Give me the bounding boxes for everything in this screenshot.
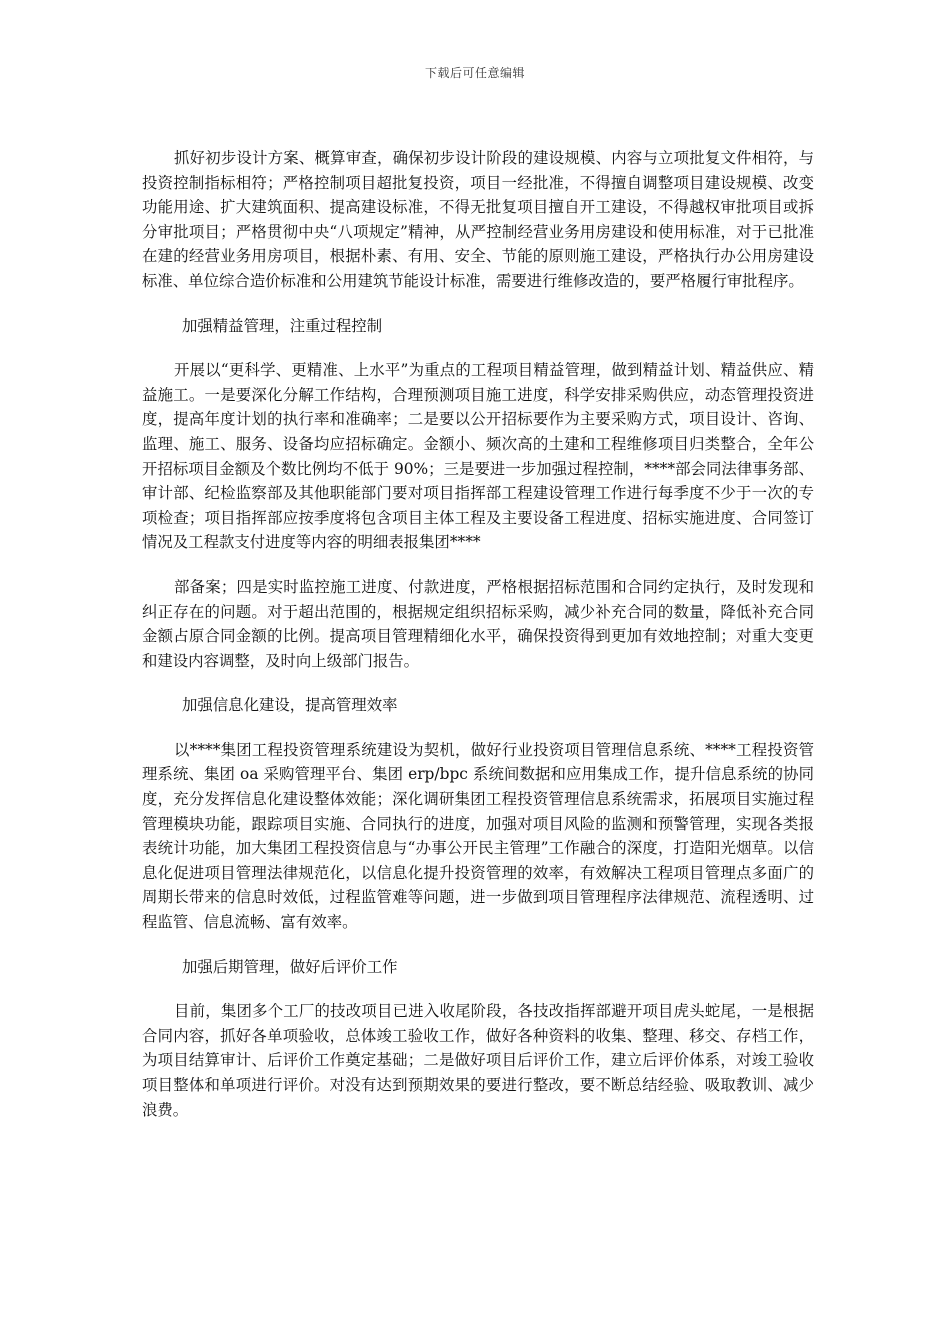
paragraph-informatization: 以****集团工程投资管理系统建设为契机，做好行业投资项目管理信息系统、****工程投资管理系统、集团 oa 采购管理平台、集团 erp/bpc 系统间数据和应用集成工作，提升信息系统的协同度，充分发挥信息化建设整体效能；深化调研集团工程投资管理信息系统需求，拓展项目实施过程管理模块功能，跟踪项目实施、合同执行的进度，加强对项目风险的监测和预警管理，实现各类报表统计功能，加大集团工程投资信息与“办事公开民主管理”工作融合的深度，打造阳光烟草。以信息化促进项目管理法律规范化，以信息化提升投资管理的效率，有效解决工程项目管理点多面广的周期长带来的信息时效低，过程监管难等问题，进一步做到项目管理程序法律规范、流程透明、过程监管、信息流畅、富有效率。 xyxy=(142,740,814,932)
section-heading-informatization: 加强信息化建设，提高管理效率 xyxy=(182,696,398,715)
paragraph-post-evaluation: 目前，集团多个工厂的技改项目已进入收尾阶段，各技改指挥部避开项目虎头蛇尾，一是根据合同内容，抓好各单项验收，总体竣工验收工作，做好各种资料的收集、整理、移交、存档工作，为项目结算审计、后评价工作奠定基础；二是做好项目后评价工作，建立后评价体系，对竣工验收项目整体和单项进行评价。对没有达到预期效果的要进行整改，要不断总结经验、吸取教训、减少浪费。 xyxy=(142,1002,814,1119)
section-heading-lean-management: 加强精益管理，注重过程控制 xyxy=(182,316,383,335)
document-body xyxy=(142,146,814,1122)
paragraph-progress-monitoring: 部备案；四是实时监控施工进度、付款进度，严格根据招标范围和合同约定执行，及时发现和纠正存在的问题。对于超出范围的，根据规定组织招标采购，减少补充合同的数量，降低补充合同金额占原合同金额的比例。提高项目管理精细化水平，确保投资得到更加有效地控制；对重大变更和建设内容调整，及时向上级部门报告。 xyxy=(142,577,814,670)
header-note: 下载后可任意编辑 xyxy=(424,66,525,80)
paragraph-design-review: 抓好初步设计方案、概算审查，确保初步设计阶段的建设规模、内容与立项批复文件相符，与投资控制指标相符；严格控制项目超批复投资，项目一经批准，不得擅自调整项目建设规模、改变功能用途、扩大建筑面积、提高建设标准，不得无批复项目擅自开工建设，不得越权审批项目或拆分审批项目；严格贯彻中央“八项规定”精神，从严控制经营业务用房建设和使用标准，对于已批准在建的经营业务用房项目，根据朴素、有用、安全、节能的原则施工建设，严格执行办公用房建设标准、单位综合造价标准和公用建筑节能设计标准，需要进行维修改造的，要严格履行审批程序。 xyxy=(142,149,814,290)
paragraph-lean-management: 开展以“更科学、更精准、上水平”为重点的工程项目精益管理，做到精益计划、精益供应、精益施工。一是要深化分解工作结构，合理预测项目施工进度，科学安排采购供应，动态管理投资进度，提高年度计划的执行率和准确率；二是要以公开招标要作为主要采购方式，项目设计、咨询、监理、施工、服务、设备均应招标确定。金额小、频次高的土建和工程维修项目归类整合，全年公开招标项目金额及个数比例均不低于 90%；三是要进一步加强过程控制，****部会同法律事务部、审计部、纪检监察部及其他职能部门要对项目指挥部工程建设管理工作进行每季度不少于一次的专项检查；项目指挥部应按季度将包含项目主体工程及主要设备工程进度、招标实施进度、合同签订情况及工程款支付进度等内容的明细表报集团**** xyxy=(142,361,814,552)
section-heading-post-evaluation: 加强后期管理，做好后评价工作 xyxy=(182,957,398,976)
